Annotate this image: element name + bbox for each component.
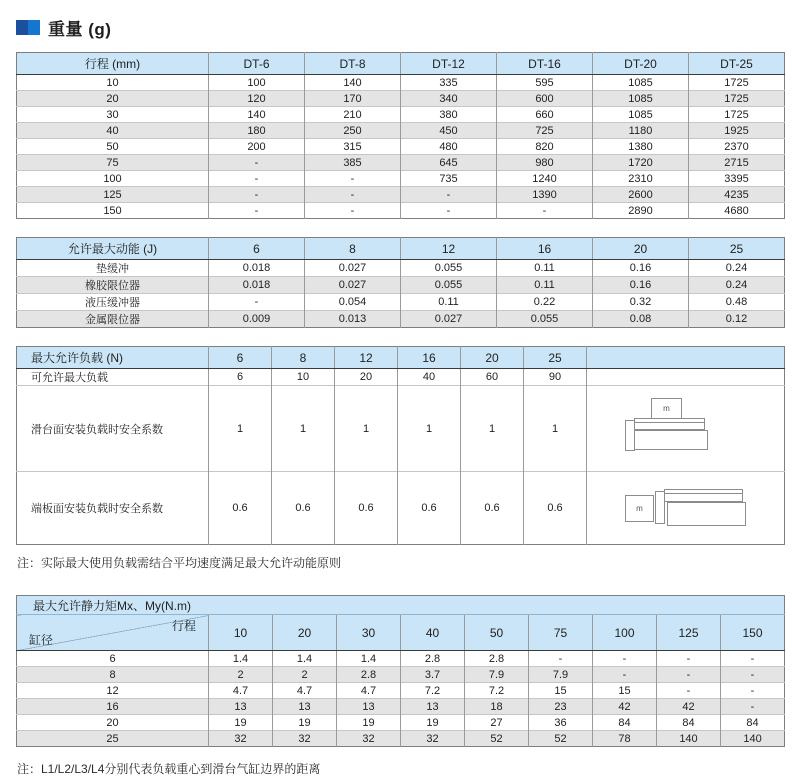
column-header: 16	[398, 347, 461, 369]
table-cell: 385	[305, 155, 401, 171]
table-cell: 0.055	[401, 260, 497, 277]
end-mount-diagram	[587, 476, 784, 540]
table-cell: 1720	[593, 155, 689, 171]
table-cell: -	[401, 203, 497, 219]
table-cell: 19	[273, 715, 337, 731]
diagram-column-header	[587, 347, 785, 369]
table-cell: 32	[209, 731, 273, 747]
table-cell: 1725	[689, 91, 785, 107]
column-header: DT-8	[305, 53, 401, 75]
table-cell: 0.027	[401, 311, 497, 328]
table-cell: 3.7	[401, 667, 465, 683]
row-label: 滑台面安装负载时安全系数	[17, 386, 209, 472]
table-cell: 1.4	[337, 651, 401, 667]
column-header: 40	[401, 615, 465, 651]
table-cell: 0.11	[497, 277, 593, 294]
column-header: 75	[529, 615, 593, 651]
table-cell: 12	[17, 683, 209, 699]
table-cell: 42	[593, 699, 657, 715]
table-cell: 0.08	[593, 311, 689, 328]
column-header: DT-20	[593, 53, 689, 75]
moment-table-title: 最大允许静力矩Mx、My(N.m)	[17, 596, 785, 615]
table-cell: 315	[305, 139, 401, 155]
max-load-row	[17, 369, 785, 386]
top-mount-load-diagram-icon	[621, 394, 751, 464]
table-cell: 0.6	[209, 472, 272, 545]
table-cell: 1725	[689, 107, 785, 123]
table-cell: 液压缓冲器	[17, 294, 209, 311]
table-cell: 2	[273, 667, 337, 683]
moment-note: 注：L1/L2/L3/L4分别代表负载重心到滑台气缸边界的距离	[17, 762, 321, 776]
column-header: DT-6	[209, 53, 305, 75]
table-row	[17, 75, 785, 91]
table-cell: 4.7	[337, 683, 401, 699]
table-row	[17, 277, 785, 294]
table-cell: 84	[593, 715, 657, 731]
table-cell: 645	[401, 155, 497, 171]
table-cell: 32	[401, 731, 465, 747]
table-cell: 4.7	[273, 683, 337, 699]
table-cell: -	[657, 651, 721, 667]
table-cell: 0.055	[401, 277, 497, 294]
table-cell: 210	[305, 107, 401, 123]
table-cell: 450	[401, 123, 497, 139]
table-cell: 25	[17, 731, 209, 747]
table-cell: 2715	[689, 155, 785, 171]
table-cell: 1	[398, 386, 461, 472]
table-cell: 0.16	[593, 277, 689, 294]
table-cell: 30	[17, 107, 209, 123]
table-row	[17, 667, 785, 683]
table-cell: 10	[272, 369, 335, 386]
table-cell: 4.7	[209, 683, 273, 699]
table-cell: 1925	[689, 123, 785, 139]
table-cell: 7.9	[529, 667, 593, 683]
table-cell: 3395	[689, 171, 785, 187]
table-cell: 40	[17, 123, 209, 139]
slide-mount-safety-row	[17, 386, 785, 472]
table-cell: 4680	[689, 203, 785, 219]
column-header: 12	[401, 238, 497, 260]
table-cell: 100	[17, 171, 209, 187]
moment-table-header-row	[17, 615, 785, 651]
table-cell: 1	[272, 386, 335, 472]
table-cell: 0.054	[305, 294, 401, 311]
table-cell: -	[209, 187, 305, 203]
column-header: 8	[305, 238, 401, 260]
table-cell: 32	[337, 731, 401, 747]
slide-mount-diagram-cell	[587, 386, 785, 472]
table-row	[17, 203, 785, 219]
table-cell: 78	[593, 731, 657, 747]
end-mount-safety-row	[17, 472, 785, 545]
table-cell: 84	[721, 715, 785, 731]
table-cell: 18	[465, 699, 529, 715]
column-header: 25	[689, 238, 785, 260]
table-cell: 32	[273, 731, 337, 747]
table-cell: 13	[401, 699, 465, 715]
table-cell: 0.16	[593, 260, 689, 277]
column-header: 最大允许负载 (N)	[17, 347, 209, 369]
table-cell: 1.4	[209, 651, 273, 667]
table-cell: 13	[337, 699, 401, 715]
table-cell: 16	[17, 699, 209, 715]
table-cell: 0.6	[398, 472, 461, 545]
bore-corner-label: 缸径	[29, 633, 54, 647]
table-cell: 60	[461, 369, 524, 386]
row-label: 端板面安装负载时安全系数	[17, 472, 209, 545]
table-cell: 52	[465, 731, 529, 747]
column-header: 行程 (mm)	[17, 53, 209, 75]
table-cell: 0.48	[689, 294, 785, 311]
svg-text:m: m	[635, 504, 643, 513]
table-cell: 10	[106, 76, 119, 89]
table-cell: 52	[529, 731, 593, 747]
column-header: 150	[721, 615, 785, 651]
table-cell: -	[209, 203, 305, 219]
table-cell: 0.055	[497, 311, 593, 328]
table-cell: 2.8	[401, 651, 465, 667]
section-marker-icon	[16, 20, 40, 35]
table-cell: 36	[529, 715, 593, 731]
table-row	[17, 683, 785, 699]
table-cell: 250	[305, 123, 401, 139]
table-cell: 0.013	[305, 311, 401, 328]
table-cell: 0.22	[497, 294, 593, 311]
load-note: 注：实际最大使用负载需结合平均速度满足最大允许动能原则	[17, 556, 342, 570]
table-cell: 0.009	[209, 311, 305, 328]
column-header: 16	[497, 238, 593, 260]
table-row	[17, 651, 785, 667]
table-row	[17, 139, 785, 155]
table-cell: 19	[209, 715, 273, 731]
table-cell: 19	[337, 715, 401, 731]
table-cell: 75	[17, 155, 209, 171]
table-cell: 120	[209, 91, 305, 107]
table-cell: 1	[209, 386, 272, 472]
table-cell: -	[305, 187, 401, 203]
table-cell: 600	[497, 91, 593, 107]
table-cell: 0.11	[401, 294, 497, 311]
table-cell: 0.027	[305, 277, 401, 294]
table-cell: 100	[209, 75, 305, 91]
table-cell: 340	[401, 91, 497, 107]
table-cell: 7.9	[465, 667, 529, 683]
table-cell: 980	[497, 155, 593, 171]
table-cell: 20	[335, 369, 398, 386]
table-cell: 1725	[689, 75, 785, 91]
table-row	[17, 155, 785, 171]
table-cell: 170	[305, 91, 401, 107]
column-header: 6	[209, 347, 272, 369]
table-row	[17, 715, 785, 731]
table-cell: 19	[401, 715, 465, 731]
table-cell: 660	[497, 107, 593, 123]
column-header: DT-25	[689, 53, 785, 75]
column-header: 20	[461, 347, 524, 369]
table-cell: 橡胶限位器	[17, 277, 209, 294]
table-cell: 735	[401, 171, 497, 187]
column-header: 50	[465, 615, 529, 651]
table-cell: -	[529, 651, 593, 667]
column-header: 12	[335, 347, 398, 369]
static-moment-table	[16, 595, 785, 747]
table-cell: 820	[497, 139, 593, 155]
table-cell: -	[721, 651, 785, 667]
table-cell: 1.4	[273, 651, 337, 667]
table-cell: 13	[273, 699, 337, 715]
table-cell: 140	[657, 731, 721, 747]
table-cell: 150	[17, 203, 209, 219]
table-row	[17, 260, 785, 277]
table-cell: 0.6	[461, 472, 524, 545]
table-row	[17, 91, 785, 107]
table-cell: 90	[524, 369, 587, 386]
table-cell: 垫缓冲	[96, 263, 129, 275]
table-cell: 380	[401, 107, 497, 123]
table-cell: 27	[465, 715, 529, 731]
table-cell: -	[209, 171, 305, 187]
column-header: 20	[593, 238, 689, 260]
table-cell: 0.018	[209, 260, 305, 277]
table-cell: 180	[209, 123, 305, 139]
table-cell: -	[305, 203, 401, 219]
table-cell: 13	[209, 699, 273, 715]
table-cell: 0.12	[689, 311, 785, 328]
table-cell: 335	[401, 75, 497, 91]
table-cell: 480	[401, 139, 497, 155]
table-cell: 7.2	[401, 683, 465, 699]
table-cell: 2600	[593, 187, 689, 203]
table-cell: -	[657, 683, 721, 699]
table-cell: 1	[335, 386, 398, 472]
table-cell: -	[497, 203, 593, 219]
table-cell: 200	[209, 139, 305, 155]
column-header: 125	[657, 615, 721, 651]
column-header: DT-16	[497, 53, 593, 75]
table-cell: 0.32	[593, 294, 689, 311]
svg-text:m: m	[662, 403, 670, 413]
table-cell: -	[593, 667, 657, 683]
table-cell: 140	[209, 107, 305, 123]
table-cell: 0.6	[272, 472, 335, 545]
table-cell: 金属限位器	[17, 311, 209, 328]
column-header: 10	[209, 615, 273, 651]
moment-table-title-row	[17, 596, 785, 615]
table-cell: 4235	[689, 187, 785, 203]
column-header: 100	[593, 615, 657, 651]
column-header: 30	[337, 615, 401, 651]
table-cell: 8	[17, 667, 209, 683]
end-mount-diagram-cell	[587, 472, 785, 545]
table-cell: 1240	[497, 171, 593, 187]
page-title: 重量 (g)	[48, 20, 112, 39]
table-cell: 1380	[593, 139, 689, 155]
table-cell: -	[593, 651, 657, 667]
table-cell: 1180	[593, 123, 689, 139]
table-cell: 1	[524, 386, 587, 472]
table-cell: 0.6	[524, 472, 587, 545]
table-cell: -	[209, 294, 305, 311]
table-cell: -	[657, 667, 721, 683]
table-cell: 20	[17, 715, 209, 731]
table-cell: 2890	[593, 203, 689, 219]
table-row	[17, 171, 785, 187]
table-cell: 2310	[593, 171, 689, 187]
column-header: 允许最大动能 (J)	[17, 238, 209, 260]
table-cell: -	[305, 171, 401, 187]
table-cell: 2	[209, 667, 273, 683]
empty-cell	[587, 369, 785, 386]
table-cell: -	[401, 187, 497, 203]
table-cell: 0.6	[335, 472, 398, 545]
table-row	[17, 731, 785, 747]
column-header: 20	[273, 615, 337, 651]
table-cell: 0.018	[209, 277, 305, 294]
table-cell: 0.027	[305, 260, 401, 277]
weight-table	[16, 52, 785, 219]
table-row	[17, 123, 785, 139]
table-cell: 125	[17, 187, 209, 203]
table-cell: 15	[593, 683, 657, 699]
column-header: 6	[209, 238, 305, 260]
table-cell: 725	[497, 123, 593, 139]
table-cell: 15	[529, 683, 593, 699]
table-cell: 140	[721, 731, 785, 747]
table-cell: 1085	[593, 91, 689, 107]
table-row	[17, 187, 785, 203]
end-mount-load-diagram-icon	[619, 476, 753, 540]
weight-table-header-row	[17, 53, 785, 75]
table-cell: 84	[657, 715, 721, 731]
table-row	[17, 699, 785, 715]
table-row	[17, 107, 785, 123]
load-table-header-row	[17, 347, 785, 369]
column-header: DT-12	[401, 53, 497, 75]
slide-mount-diagram	[587, 394, 784, 464]
table-row	[17, 311, 785, 328]
kinetic-energy-table	[16, 237, 785, 328]
table-cell: 140	[305, 75, 401, 91]
column-header: 25	[524, 347, 587, 369]
table-cell: 1085	[593, 107, 689, 123]
table-cell: 0.24	[689, 260, 785, 277]
stroke-corner-label: 行程	[171, 619, 196, 633]
table-cell: 6	[109, 652, 116, 665]
table-cell: 40	[398, 369, 461, 386]
max-load-table	[16, 346, 785, 545]
table-cell: -	[209, 155, 305, 171]
table-cell: 1	[461, 386, 524, 472]
table-cell: 1085	[593, 75, 689, 91]
row-label: 可允许最大负载	[31, 372, 108, 384]
section-title-row	[16, 15, 784, 40]
table-cell: 20	[17, 91, 209, 107]
column-header: 8	[272, 347, 335, 369]
table-cell: 7.2	[465, 683, 529, 699]
table-cell: -	[721, 683, 785, 699]
table-cell: 595	[497, 75, 593, 91]
table-row	[17, 294, 785, 311]
table-cell: 23	[529, 699, 593, 715]
energy-table-header-row	[17, 238, 785, 260]
table-cell: 6	[209, 369, 272, 386]
table-cell: 50	[17, 139, 209, 155]
table-cell: -	[721, 699, 785, 715]
table-cell: 2.8	[337, 667, 401, 683]
diagonal-header-cell	[17, 615, 209, 651]
table-cell: -	[721, 667, 785, 683]
table-cell: 2.8	[465, 651, 529, 667]
table-cell: 2370	[689, 139, 785, 155]
table-cell: 1390	[497, 187, 593, 203]
table-cell: 0.24	[689, 277, 785, 294]
table-cell: 42	[657, 699, 721, 715]
table-cell: 0.11	[497, 260, 593, 277]
